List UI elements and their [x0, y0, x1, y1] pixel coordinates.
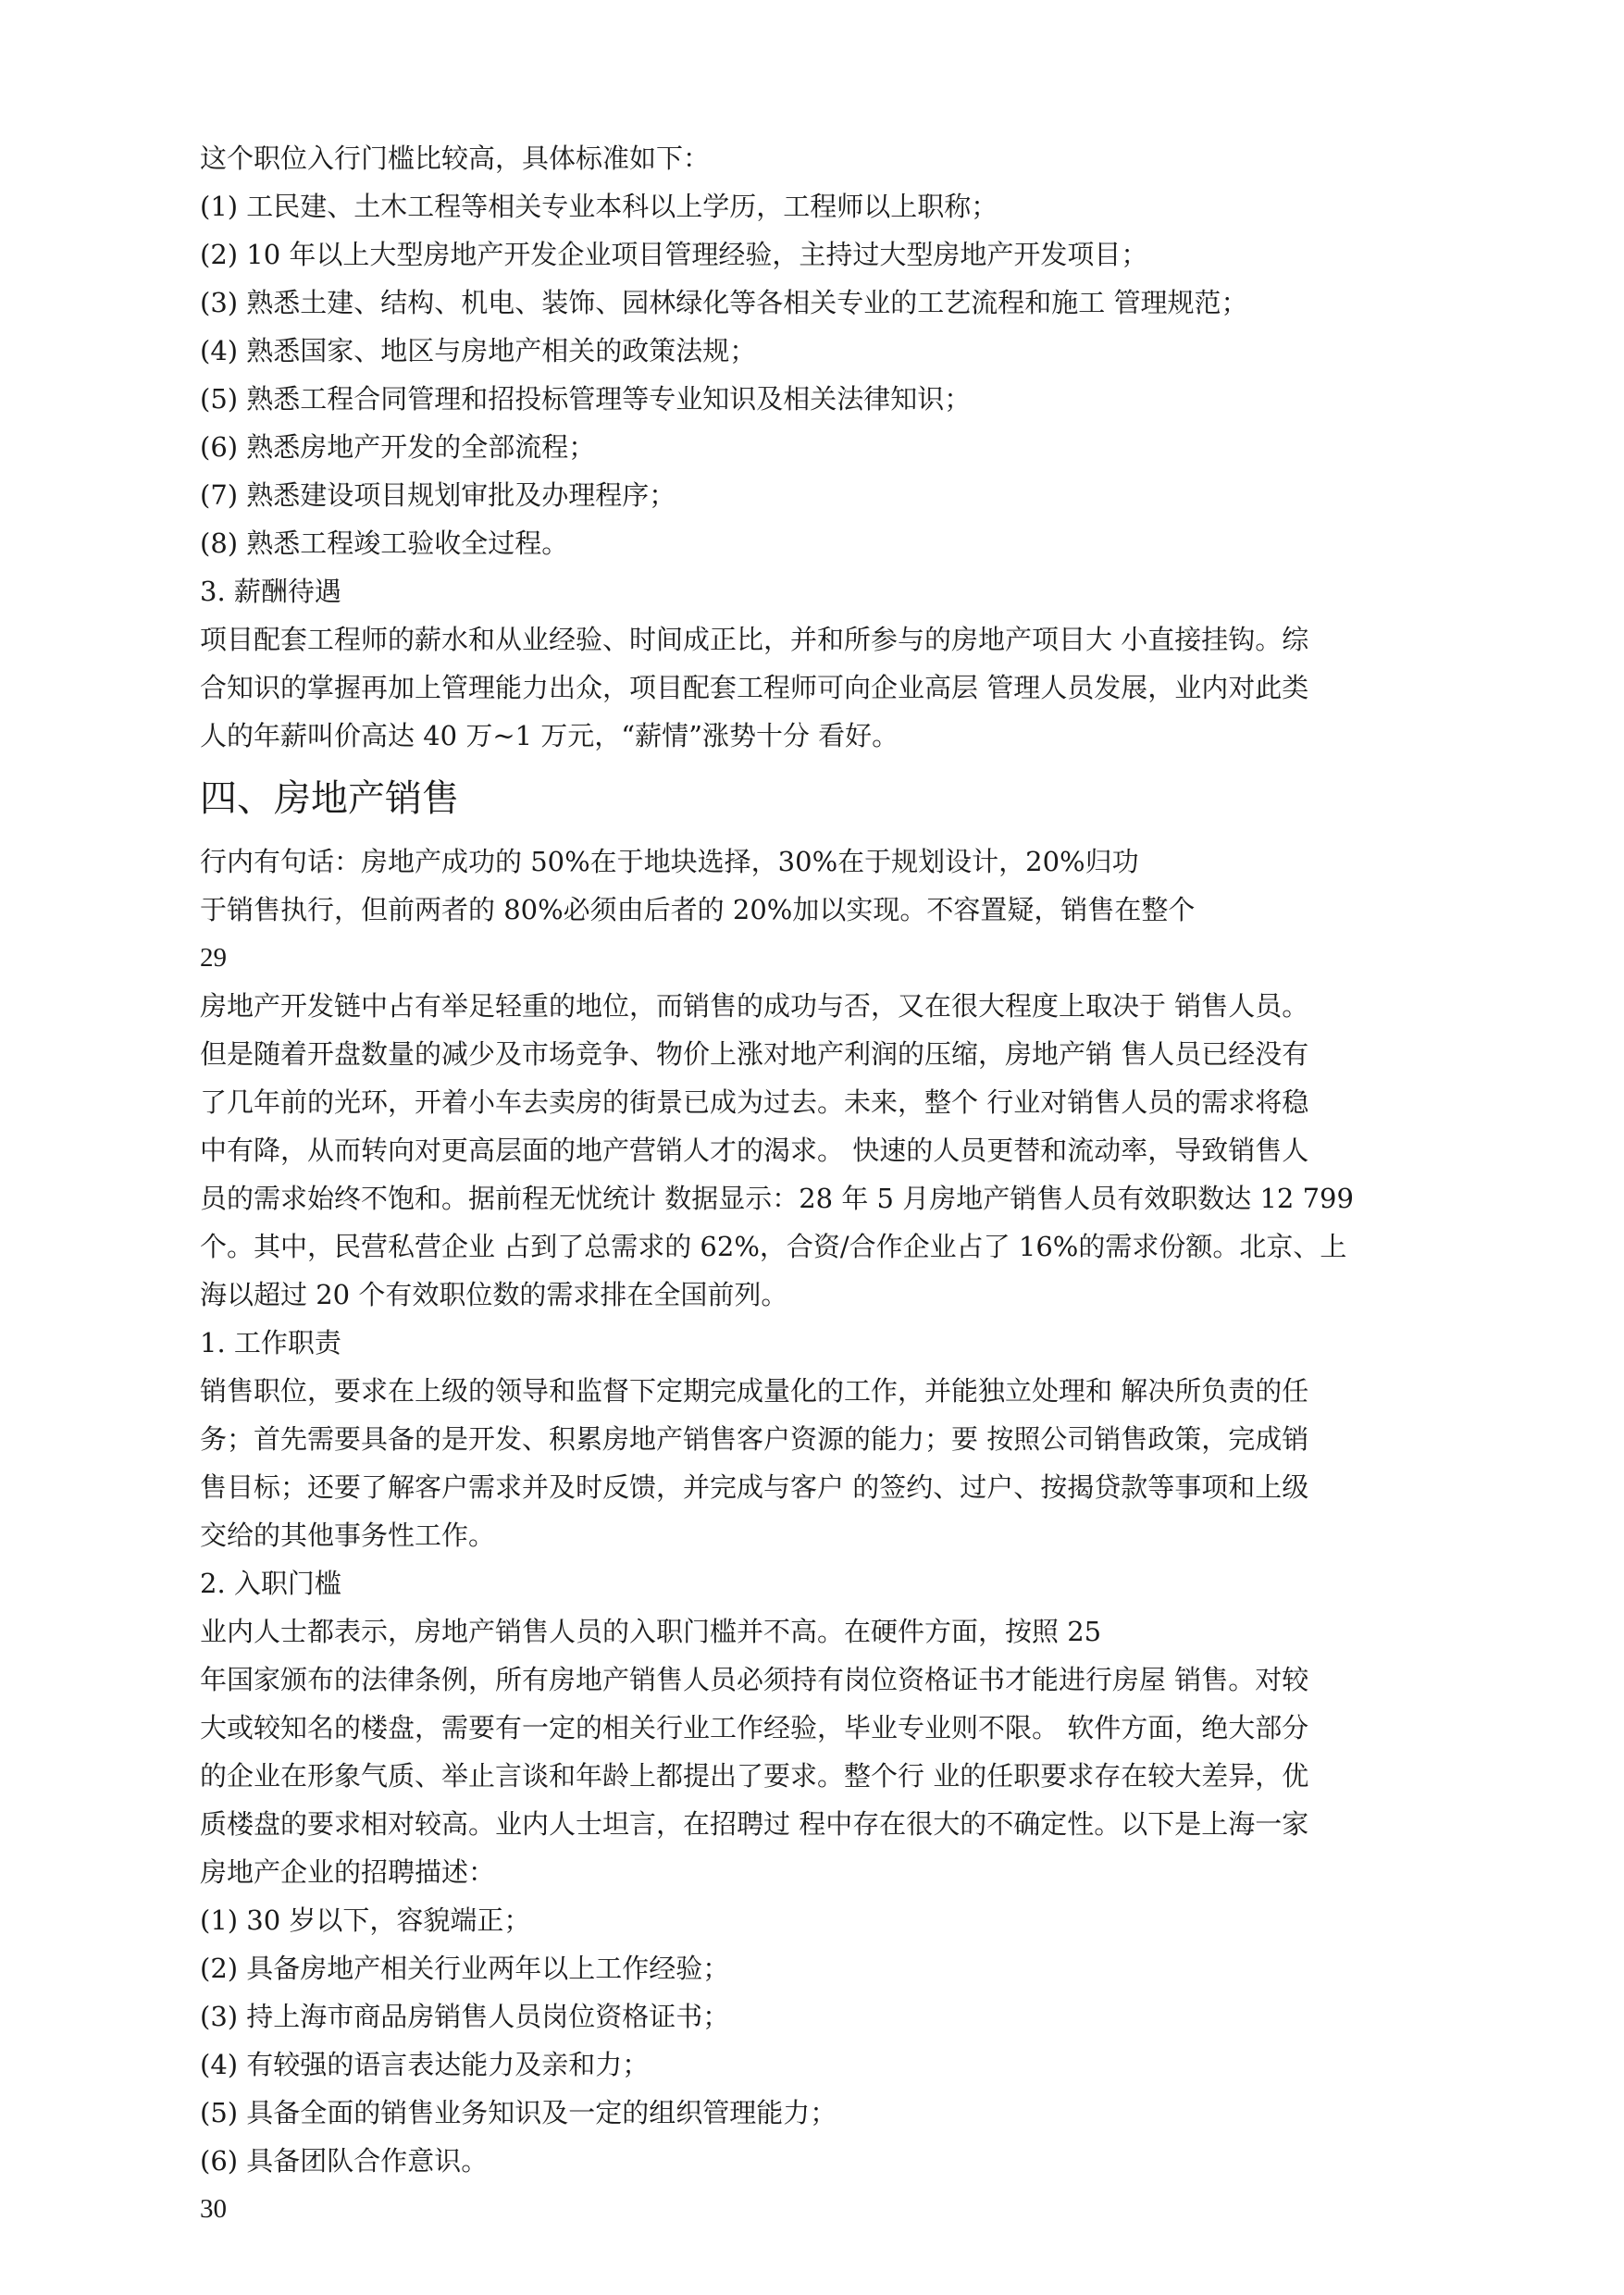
list-item: (4) 有较强的语言表达能力及亲和力； — [200, 2049, 650, 2080]
text-line: 销售职位，要求在上级的领导和监督下定期完成量化的工作，并能独立处理和 解决所负责的任 — [200, 1375, 1309, 1407]
text-line: 质楼盘的要求相对较高。业内人士坦言，在招聘过 程中存在很大的不确定性。以下是上海一家 — [200, 1808, 1309, 1840]
text-line: 人的年薪叫价高达 40 万~1 万元，“薪情”涨势十分 看好。 — [200, 720, 899, 751]
list-item: (4) 熟悉国家、地区与房地产相关的政策法规； — [200, 335, 757, 366]
text-line: 年国家颁布的法律条例，所有房地产销售人员必须持有岗位资格证书才能进行房屋 销售。对较 — [200, 1664, 1309, 1695]
list-item: (1) 工民建、土木工程等相关专业本科以上学历，工程师以上职称； — [200, 191, 998, 222]
text-line: 海以超过 20 个有效职位数的需求排在全国前列。 — [200, 1279, 788, 1310]
text-line: 的企业在形象气质、举止言谈和年龄上都提出了要求。整个行 业的任职要求存在较大差异，优 — [200, 1760, 1309, 1792]
text-line: 于销售执行，但前两者的 80%必须由后者的 20%加以实现。不容置疑，销售在整个 — [200, 894, 1196, 925]
section-heading: 四、房地产销售 — [200, 777, 459, 820]
list-item: (1) 30 岁以下，容貌端正； — [200, 1904, 531, 1936]
text-line: 员的需求始终不饱和。据前程无忧统计 数据显示：28 年 5 月房地产销售人员有效职数达 12 799 — [200, 1183, 1354, 1214]
text-line: 房地产企业的招聘描述： — [200, 1856, 496, 1888]
subsection-heading: 3. 薪酬待遇 — [200, 576, 341, 607]
list-item: (2) 具备房地产相关行业两年以上工作经验； — [200, 1953, 730, 1984]
subsection-heading: 2. 入职门槛 — [200, 1568, 341, 1599]
list-item: (8) 熟悉工程竣工验收全过程。 — [200, 527, 569, 559]
text-line: 这个职位入行门槛比较高，具体标准如下： — [200, 143, 711, 174]
list-item: (3) 熟悉土建、结构、机电、装饰、园林绿化等各相关专业的工艺流程和施工 管理规范； — [200, 287, 1248, 318]
page-number: 30 — [200, 2194, 227, 2224]
list-item: (6) 具备团队合作意识。 — [200, 2145, 489, 2177]
document-page — [200, 134, 1403, 2233]
text-line: 中有降，从而转向对更高层面的地产营销人才的渴求。 快速的人员更替和流动率，导致销售人 — [200, 1135, 1309, 1166]
text-line: 但是随着开盘数量的减少及市场竞争、物价上涨对地产利润的压缩，房地产销 售人员已经没有 — [200, 1038, 1309, 1070]
text-line: 房地产开发链中占有举足轻重的地位，而销售的成功与否，又在很大程度上取决于 销售人员。 — [200, 990, 1309, 1022]
list-item: (5) 具备全面的销售业务知识及一定的组织管理能力； — [200, 2097, 837, 2128]
text-line: 项目配套工程师的薪水和从业经验、时间成正比，并和所参与的房地产项目大 小直接挂钩。综 — [200, 624, 1309, 655]
list-item: (5) 熟悉工程合同管理和招投标管理等专业知识及相关法律知识； — [200, 383, 972, 415]
text-line: 行内有句话：房地产成功的 50%在于地块选择，30%在于规划设计，20%归功 — [200, 846, 1139, 877]
text-line: 了几年前的光环，开着小车去卖房的街景已成为过去。未来，整个 行业对销售人员的需求将稳 — [200, 1086, 1309, 1118]
text-line: 业内人士都表示，房地产销售人员的入职门槛并不高。在硬件方面，按照 25 — [200, 1616, 1102, 1647]
list-item: (6) 熟悉房地产开发的全部流程； — [200, 431, 596, 463]
text-line: 售目标；还要了解客户需求并及时反馈，并完成与客户 的签约、过户、按揭贷款等事项和上级 — [200, 1471, 1309, 1503]
text-line: 个。其中，民营私营企业 占到了总需求的 62%，合资/合作企业占了 16%的需求份额。北京、上 — [200, 1231, 1347, 1262]
text-line: 大或较知名的楼盘，需要有一定的相关行业工作经验，毕业专业则不限。 软件方面，绝大部分 — [200, 1712, 1309, 1743]
text-line: 务；首先需要具备的是开发、积累房地产销售客户资源的能力；要 按照公司销售政策，完成销 — [200, 1423, 1309, 1455]
subsection-heading: 1. 工作职责 — [200, 1327, 341, 1358]
text-line: 合知识的掌握再加上管理能力出众，项目配套工程师可向企业高层 管理人员发展，业内对此类 — [200, 672, 1309, 703]
list-item: (7) 熟悉建设项目规划审批及办理程序； — [200, 479, 676, 511]
page-number: 29 — [200, 943, 227, 973]
list-item: (3) 持上海市商品房销售人员岗位资格证书； — [200, 2001, 730, 2032]
list-item: (2) 10 年以上大型房地产开发企业项目管理经验，主持过大型房地产开发项目； — [200, 239, 1148, 270]
text-line: 交给的其他事务性工作。 — [200, 1520, 496, 1551]
